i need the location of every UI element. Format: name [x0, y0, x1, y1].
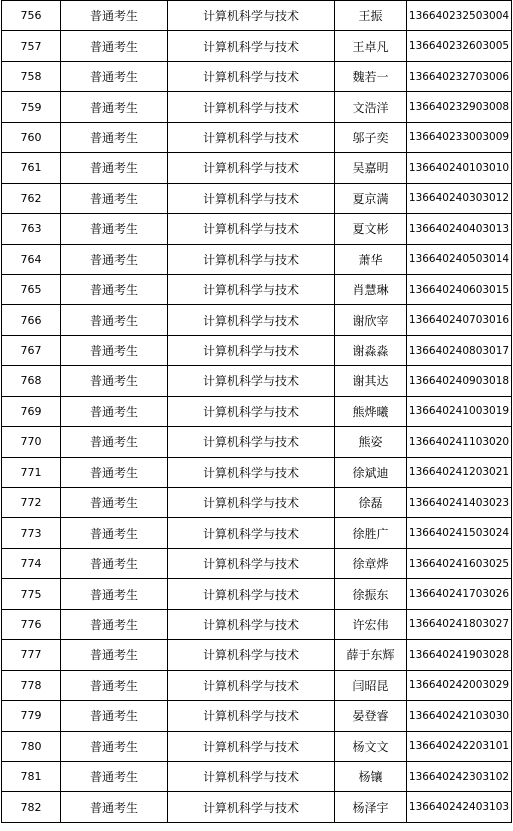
major-cell: 计算机科学与技术 [168, 1, 335, 31]
name-cell: 萧华 [335, 244, 407, 274]
category-cell: 普通考生 [61, 518, 168, 548]
name-cell: 熊姿 [335, 427, 407, 457]
name-cell: 晏登睿 [335, 701, 407, 731]
exam-id-cell: 136640240503014 [407, 244, 512, 274]
exam-id-cell: 136640241203021 [407, 457, 512, 487]
major-cell: 计算机科学与技术 [168, 670, 335, 700]
category-cell: 普通考生 [61, 92, 168, 122]
category-cell: 普通考生 [61, 488, 168, 518]
row-number-cell: 760 [2, 122, 61, 152]
row-number-cell: 775 [2, 579, 61, 609]
major-cell: 计算机科学与技术 [168, 457, 335, 487]
exam-id-cell: 136640240903018 [407, 366, 512, 396]
exam-id-cell: 136640241903028 [407, 640, 512, 670]
major-cell: 计算机科学与技术 [168, 122, 335, 152]
major-cell: 计算机科学与技术 [168, 609, 335, 639]
category-cell: 普通考生 [61, 396, 168, 426]
table-row [2, 335, 512, 365]
category-cell: 普通考生 [61, 792, 168, 822]
name-cell: 王振 [335, 1, 407, 31]
row-number-cell: 780 [2, 731, 61, 761]
name-cell: 徐胜广 [335, 518, 407, 548]
table-row [2, 518, 512, 548]
exam-id-cell: 136640240803017 [407, 335, 512, 365]
name-cell: 徐磊 [335, 488, 407, 518]
row-number-cell: 767 [2, 335, 61, 365]
category-cell: 普通考生 [61, 31, 168, 61]
table-row [2, 761, 512, 791]
major-cell: 计算机科学与技术 [168, 427, 335, 457]
table-row [2, 183, 512, 213]
table-row [2, 792, 512, 822]
major-cell: 计算机科学与技术 [168, 579, 335, 609]
row-number-cell: 765 [2, 274, 61, 304]
table-row [2, 366, 512, 396]
name-cell: 许宏伟 [335, 609, 407, 639]
category-cell: 普通考生 [61, 1, 168, 31]
exam-id-cell: 136640240703016 [407, 305, 512, 335]
table-row [2, 153, 512, 183]
category-cell: 普通考生 [61, 548, 168, 578]
major-cell: 计算机科学与技术 [168, 761, 335, 791]
major-cell: 计算机科学与技术 [168, 92, 335, 122]
table-row [2, 427, 512, 457]
exam-id-cell: 136640240403013 [407, 214, 512, 244]
table-row [2, 31, 512, 61]
category-cell: 普通考生 [61, 701, 168, 731]
table-row [2, 61, 512, 91]
table-row [2, 670, 512, 700]
category-cell: 普通考生 [61, 579, 168, 609]
exam-id-cell: 136640241003019 [407, 396, 512, 426]
table-row [2, 579, 512, 609]
row-number-cell: 756 [2, 1, 61, 31]
name-cell: 谢其达 [335, 366, 407, 396]
name-cell: 杨泽宇 [335, 792, 407, 822]
exam-id-cell: 136640242403103 [407, 792, 512, 822]
table-row [2, 457, 512, 487]
name-cell: 谢淼淼 [335, 335, 407, 365]
name-cell: 王卓凡 [335, 31, 407, 61]
major-cell: 计算机科学与技术 [168, 335, 335, 365]
table-row [2, 731, 512, 761]
category-cell: 普通考生 [61, 214, 168, 244]
category-cell: 普通考生 [61, 670, 168, 700]
row-number-cell: 758 [2, 61, 61, 91]
name-cell: 闫昭昆 [335, 670, 407, 700]
major-cell: 计算机科学与技术 [168, 61, 335, 91]
row-number-cell: 776 [2, 609, 61, 639]
name-cell: 夏京满 [335, 183, 407, 213]
table-row [2, 488, 512, 518]
category-cell: 普通考生 [61, 183, 168, 213]
exam-id-cell: 136640241503024 [407, 518, 512, 548]
name-cell: 熊烨曦 [335, 396, 407, 426]
exam-id-cell: 136640232603005 [407, 31, 512, 61]
category-cell: 普通考生 [61, 366, 168, 396]
name-cell: 杨镶 [335, 761, 407, 791]
name-cell: 薛于东辉 [335, 640, 407, 670]
name-cell: 吴嘉明 [335, 153, 407, 183]
category-cell: 普通考生 [61, 640, 168, 670]
name-cell: 杨文文 [335, 731, 407, 761]
table-row [2, 92, 512, 122]
category-cell: 普通考生 [61, 609, 168, 639]
exam-id-cell: 136640240303012 [407, 183, 512, 213]
candidate-table [1, 0, 512, 823]
name-cell: 谢欣宰 [335, 305, 407, 335]
row-number-cell: 771 [2, 457, 61, 487]
name-cell: 徐斌迪 [335, 457, 407, 487]
category-cell: 普通考生 [61, 457, 168, 487]
exam-id-cell: 136640242003029 [407, 670, 512, 700]
exam-id-cell: 136640233003009 [407, 122, 512, 152]
major-cell: 计算机科学与技术 [168, 214, 335, 244]
major-cell: 计算机科学与技术 [168, 548, 335, 578]
category-cell: 普通考生 [61, 61, 168, 91]
table-row [2, 1, 512, 31]
table-row [2, 305, 512, 335]
row-number-cell: 779 [2, 701, 61, 731]
major-cell: 计算机科学与技术 [168, 366, 335, 396]
name-cell: 文浩洋 [335, 92, 407, 122]
table-body [2, 1, 512, 823]
major-cell: 计算机科学与技术 [168, 153, 335, 183]
name-cell: 邬子奕 [335, 122, 407, 152]
row-number-cell: 770 [2, 427, 61, 457]
major-cell: 计算机科学与技术 [168, 731, 335, 761]
major-cell: 计算机科学与技术 [168, 396, 335, 426]
exam-id-cell: 136640241703026 [407, 579, 512, 609]
exam-id-cell: 136640232503004 [407, 1, 512, 31]
exam-id-cell: 136640232903008 [407, 92, 512, 122]
major-cell: 计算机科学与技术 [168, 792, 335, 822]
category-cell: 普通考生 [61, 731, 168, 761]
exam-id-cell: 136640232703006 [407, 61, 512, 91]
row-number-cell: 768 [2, 366, 61, 396]
category-cell: 普通考生 [61, 153, 168, 183]
table-row [2, 274, 512, 304]
exam-id-cell: 136640241603025 [407, 548, 512, 578]
row-number-cell: 762 [2, 183, 61, 213]
major-cell: 计算机科学与技术 [168, 274, 335, 304]
table-row [2, 214, 512, 244]
category-cell: 普通考生 [61, 274, 168, 304]
table-row [2, 701, 512, 731]
table-row [2, 396, 512, 426]
category-cell: 普通考生 [61, 761, 168, 791]
major-cell: 计算机科学与技术 [168, 244, 335, 274]
category-cell: 普通考生 [61, 122, 168, 152]
row-number-cell: 782 [2, 792, 61, 822]
category-cell: 普通考生 [61, 305, 168, 335]
name-cell: 魏若一 [335, 61, 407, 91]
name-cell: 徐振东 [335, 579, 407, 609]
major-cell: 计算机科学与技术 [168, 183, 335, 213]
row-number-cell: 774 [2, 548, 61, 578]
row-number-cell: 759 [2, 92, 61, 122]
major-cell: 计算机科学与技术 [168, 31, 335, 61]
row-number-cell: 763 [2, 214, 61, 244]
row-number-cell: 757 [2, 31, 61, 61]
row-number-cell: 777 [2, 640, 61, 670]
major-cell: 计算机科学与技术 [168, 305, 335, 335]
category-cell: 普通考生 [61, 244, 168, 274]
table-row [2, 640, 512, 670]
exam-id-cell: 136640241403023 [407, 488, 512, 518]
major-cell: 计算机科学与技术 [168, 640, 335, 670]
row-number-cell: 764 [2, 244, 61, 274]
table-row [2, 244, 512, 274]
exam-id-cell: 136640240603015 [407, 274, 512, 304]
row-number-cell: 773 [2, 518, 61, 548]
exam-id-cell: 136640242103030 [407, 701, 512, 731]
row-number-cell: 778 [2, 670, 61, 700]
exam-id-cell: 136640241103020 [407, 427, 512, 457]
row-number-cell: 766 [2, 305, 61, 335]
name-cell: 徐章烨 [335, 548, 407, 578]
major-cell: 计算机科学与技术 [168, 488, 335, 518]
table-row [2, 609, 512, 639]
table-row [2, 122, 512, 152]
exam-id-cell: 136640241803027 [407, 609, 512, 639]
exam-id-cell: 136640242303102 [407, 761, 512, 791]
category-cell: 普通考生 [61, 427, 168, 457]
exam-id-cell: 136640240103010 [407, 153, 512, 183]
major-cell: 计算机科学与技术 [168, 518, 335, 548]
row-number-cell: 761 [2, 153, 61, 183]
name-cell: 肖慧琳 [335, 274, 407, 304]
category-cell: 普通考生 [61, 335, 168, 365]
major-cell: 计算机科学与技术 [168, 701, 335, 731]
row-number-cell: 772 [2, 488, 61, 518]
exam-id-cell: 136640242203101 [407, 731, 512, 761]
row-number-cell: 781 [2, 761, 61, 791]
row-number-cell: 769 [2, 396, 61, 426]
table-row [2, 548, 512, 578]
name-cell: 夏文彬 [335, 214, 407, 244]
